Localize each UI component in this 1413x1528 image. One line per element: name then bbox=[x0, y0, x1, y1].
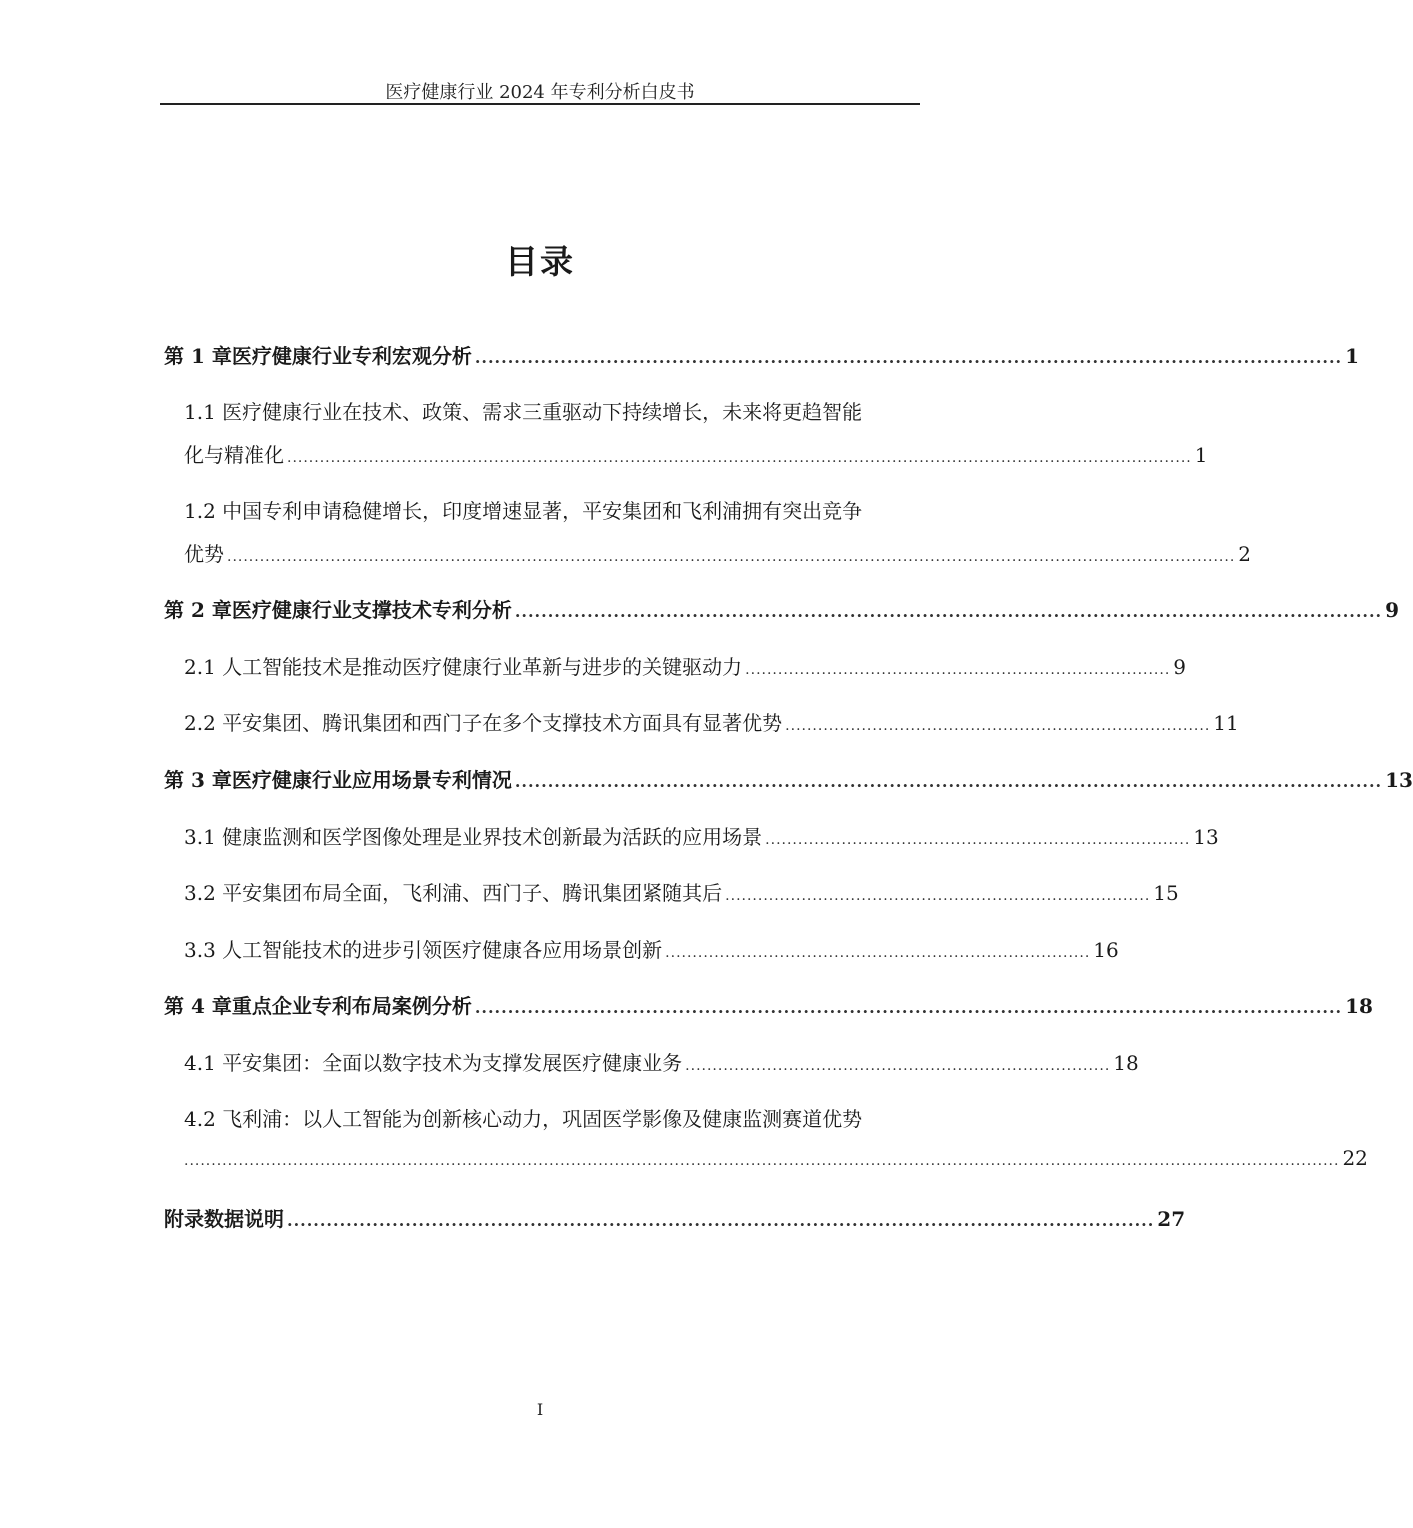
running-header: 医疗健康行业 2024 年专利分析白皮书 bbox=[385, 82, 695, 103]
toc-section-3-2[interactable] bbox=[184, 877, 1179, 906]
toc-page-number: 15 bbox=[1153, 881, 1179, 905]
leader-dots: ......................................................................................................................................................................................... bbox=[227, 549, 1236, 565]
leader-dots: .................................................................................................................................... bbox=[287, 1211, 1155, 1230]
toc-section-4-1[interactable] bbox=[184, 1047, 1139, 1076]
leader-dots: .............................................................................. bbox=[765, 832, 1191, 848]
leader-dots: .................................................................................................................................................................................................................... bbox=[184, 1153, 1340, 1169]
leader-dots: ...................................................................................................................................................................... bbox=[287, 450, 1192, 466]
toc-section-3-1[interactable] bbox=[184, 821, 1219, 850]
leader-dots: .............................................................................. bbox=[685, 1058, 1111, 1074]
leader-dots: .............................................................................. bbox=[785, 718, 1211, 734]
toc-entry-label: 4.1 平安集团：全面以数字技术为支撑发展医疗健康业务 bbox=[184, 1051, 683, 1075]
toc-page-number: 9 bbox=[1385, 598, 1400, 622]
toc-entry-label: 第 2 章医疗健康行业支撑技术专利分析 bbox=[164, 598, 512, 622]
toc-chapter-1[interactable] bbox=[164, 340, 1360, 369]
toc-page-number: 18 bbox=[1113, 1051, 1139, 1075]
toc-section-1-2-line1[interactable]: 1.2 中国专利申请稳健增长，印度增速显著，平安集团和飞利浦拥有突出竞争 bbox=[184, 499, 863, 523]
page-number-footer: I bbox=[536, 1400, 544, 1419]
page-title: 目录 bbox=[505, 242, 575, 281]
toc-page-number: 18 bbox=[1345, 994, 1373, 1018]
leader-dots: .............................................................................. bbox=[665, 945, 1091, 961]
toc-entry-label: 第 4 章重点企业专利布局案例分析 bbox=[164, 994, 472, 1018]
toc-page-number: 1 bbox=[1345, 344, 1360, 368]
leader-dots: .................................................................................................................................... bbox=[474, 348, 1343, 367]
toc-page-number: 9 bbox=[1173, 655, 1187, 679]
toc-entry-label: 第 3 章医疗健康行业应用场景专利情况 bbox=[164, 768, 512, 792]
toc-entry-label: 2.2 平安集团、腾讯集团和西门子在多个支撑技术方面具有显著优势 bbox=[184, 711, 783, 735]
toc-entry-label: 3.2 平安集团布局全面，飞利浦、西门子、腾讯集团紧随其后 bbox=[184, 881, 723, 905]
toc-page-number: 2 bbox=[1238, 542, 1252, 566]
leader-dots: .................................................................................................................................... bbox=[514, 602, 1383, 621]
toc-entry-label: 3.1 健康监测和医学图像处理是业界技术创新最为活跃的应用场景 bbox=[184, 825, 763, 849]
header-rule bbox=[160, 103, 920, 105]
toc-page-number: 22 bbox=[1342, 1146, 1368, 1170]
toc-entry-label: 化与精准化 bbox=[184, 443, 284, 467]
toc-chapter-3[interactable] bbox=[164, 764, 1413, 793]
toc-section-1-2[interactable] bbox=[184, 538, 1252, 567]
toc-page-number: 13 bbox=[1385, 768, 1413, 792]
toc-section-1-1[interactable] bbox=[184, 439, 1208, 468]
toc-section-1-1-line1[interactable]: 1.1 医疗健康行业在技术、政策、需求三重驱动下持续增长，未来将更趋智能 bbox=[184, 400, 863, 424]
toc-entry-label: 2.1 人工智能技术是推动医疗健康行业革新与进步的关键驱动力 bbox=[184, 655, 743, 679]
toc-chapter-4[interactable] bbox=[164, 990, 1373, 1019]
leader-dots: .................................................................................................................................... bbox=[514, 772, 1383, 791]
leader-dots: .............................................................................. bbox=[725, 888, 1151, 904]
toc-page-number: 11 bbox=[1213, 711, 1239, 735]
leader-dots: .............................................................................. bbox=[745, 662, 1171, 678]
toc-entry-label: 3.3 人工智能技术的进步引领医疗健康各应用场景创新 bbox=[184, 938, 663, 962]
toc-section-4-2[interactable] bbox=[184, 1146, 1368, 1170]
toc-entry-label: 优势 bbox=[184, 542, 224, 566]
toc-page-number: 13 bbox=[1193, 825, 1219, 849]
leader-dots: .................................................................................................................................... bbox=[474, 998, 1343, 1017]
toc-page-number: 1 bbox=[1194, 443, 1208, 467]
toc-chapter-2[interactable] bbox=[164, 594, 1400, 623]
toc-entry-label: 第 1 章医疗健康行业专利宏观分析 bbox=[164, 344, 472, 368]
toc-section-2-2[interactable] bbox=[184, 707, 1239, 736]
toc-entry-label: 附录数据说明 bbox=[164, 1207, 284, 1231]
toc-section-2-1[interactable] bbox=[184, 651, 1187, 680]
toc-page-number: 16 bbox=[1093, 938, 1119, 962]
toc-section-3-3[interactable] bbox=[184, 934, 1119, 963]
toc-section-4-2-line1[interactable]: 4.2 飞利浦：以人工智能为创新核心动力，巩固医学影像及健康监测赛道优势 bbox=[184, 1107, 863, 1131]
toc-appendix[interactable] bbox=[164, 1203, 1186, 1232]
toc-page-number: 27 bbox=[1157, 1207, 1186, 1231]
